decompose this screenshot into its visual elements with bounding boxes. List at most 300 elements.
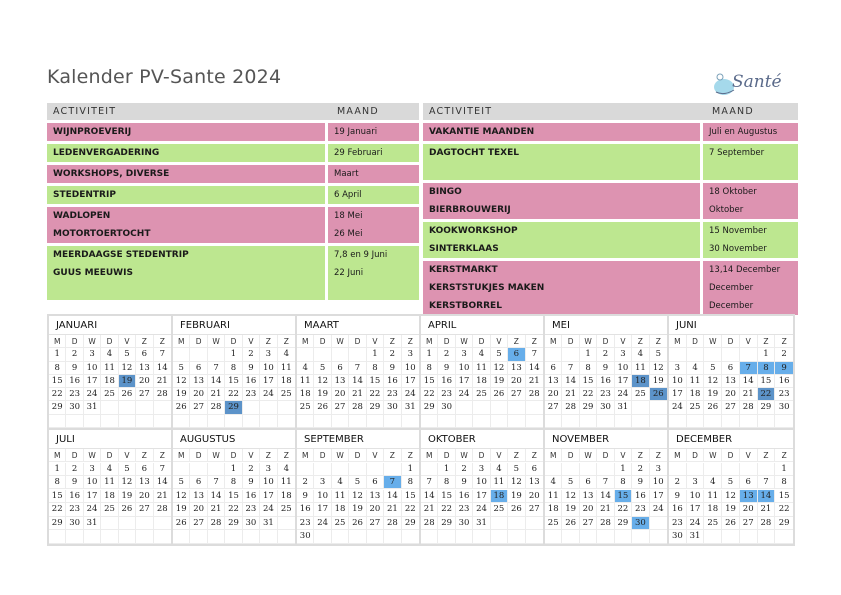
day-cell: 29 bbox=[438, 517, 455, 530]
activity-name: MOTORTOERTOCHT bbox=[53, 229, 151, 239]
day-cell: 8 bbox=[49, 476, 66, 489]
day-cell: 6 bbox=[526, 463, 543, 476]
day-cell: 27 bbox=[545, 401, 562, 414]
day-cell: 22 bbox=[421, 388, 438, 401]
empty-day-cell bbox=[402, 415, 419, 428]
day-cell: 31 bbox=[402, 401, 419, 414]
day-cell: 3 bbox=[473, 463, 490, 476]
empty-day-cell bbox=[722, 348, 740, 361]
month-september bbox=[297, 430, 421, 544]
day-cell: 19 bbox=[650, 375, 667, 388]
day-cell: 7 bbox=[562, 362, 579, 375]
day-cell: 24 bbox=[473, 503, 490, 516]
day-cell: 21 bbox=[758, 503, 776, 516]
day-cell: 16 bbox=[243, 375, 260, 388]
empty-day-cell bbox=[473, 530, 490, 543]
month-name: OKTOBER bbox=[421, 430, 543, 449]
weekday-label: D bbox=[101, 449, 118, 462]
highlighted-day-cell: 7 bbox=[384, 476, 401, 489]
day-cell: 5 bbox=[119, 348, 136, 361]
day-cell: 17 bbox=[650, 490, 667, 503]
empty-day-cell bbox=[243, 401, 260, 414]
day-cell: 5 bbox=[173, 362, 190, 375]
empty-day-cell bbox=[367, 463, 384, 476]
empty-day-cell bbox=[278, 530, 295, 543]
sante-logo bbox=[712, 70, 782, 98]
day-cell: 20 bbox=[722, 388, 740, 401]
day-cell: 26 bbox=[491, 388, 508, 401]
day-cell: 7 bbox=[349, 362, 366, 375]
empty-day-cell bbox=[438, 530, 455, 543]
empty-day-cell bbox=[545, 348, 562, 361]
day-cell: 22 bbox=[225, 388, 242, 401]
month-name: FEBRUARI bbox=[173, 316, 295, 335]
empty-day-cell bbox=[84, 530, 101, 543]
empty-day-cell bbox=[580, 415, 597, 428]
day-cell: 21 bbox=[349, 388, 366, 401]
highlighted-day-cell: 13 bbox=[740, 490, 758, 503]
day-cell: 3 bbox=[669, 362, 687, 375]
weekday-label: Z bbox=[260, 335, 277, 348]
activity-name: GUUS MEEUWIS bbox=[53, 268, 133, 278]
day-cell: 17 bbox=[669, 388, 687, 401]
empty-day-cell bbox=[119, 415, 136, 428]
day-cell: 15 bbox=[758, 375, 776, 388]
day-cell: 31 bbox=[687, 530, 705, 543]
activity-cell bbox=[423, 183, 700, 219]
date-cell bbox=[703, 261, 798, 315]
activity-name: STEDENTRIP bbox=[53, 190, 116, 200]
day-cell: 19 bbox=[722, 503, 740, 516]
weekday-label: D bbox=[225, 449, 242, 462]
day-cell: 11 bbox=[473, 362, 490, 375]
day-cell: 12 bbox=[349, 490, 366, 503]
empty-day-cell bbox=[332, 530, 349, 543]
day-cell: 12 bbox=[173, 375, 190, 388]
day-cell: 1 bbox=[402, 463, 419, 476]
empty-day-cell bbox=[545, 530, 562, 543]
day-cell: 2 bbox=[456, 463, 473, 476]
empty-day-cell bbox=[740, 415, 758, 428]
empty-day-cell bbox=[758, 463, 776, 476]
day-cell: 14 bbox=[208, 490, 225, 503]
day-cell: 17 bbox=[687, 503, 705, 516]
day-cell: 28 bbox=[208, 401, 225, 414]
day-cell: 5 bbox=[173, 476, 190, 489]
weekday-label: D bbox=[473, 335, 490, 348]
month-juni bbox=[669, 316, 793, 430]
day-cell: 21 bbox=[384, 503, 401, 516]
empty-day-cell bbox=[597, 415, 614, 428]
empty-day-cell bbox=[650, 530, 667, 543]
empty-day-cell bbox=[384, 415, 401, 428]
highlighted-day-cell: 18 bbox=[632, 375, 649, 388]
date-cell bbox=[328, 246, 419, 300]
weekday-label: V bbox=[615, 335, 632, 348]
day-cell: 22 bbox=[438, 503, 455, 516]
day-cell: 24 bbox=[260, 503, 277, 516]
day-cell: 18 bbox=[101, 375, 118, 388]
empty-day-cell bbox=[314, 348, 331, 361]
empty-day-cell bbox=[562, 463, 579, 476]
day-cell: 10 bbox=[314, 490, 331, 503]
day-cell: 24 bbox=[314, 517, 331, 530]
empty-day-cell bbox=[278, 415, 295, 428]
activity-date: 29 Februari bbox=[334, 148, 383, 158]
day-cell: 23 bbox=[297, 517, 314, 530]
empty-day-cell bbox=[438, 415, 455, 428]
day-cell: 13 bbox=[190, 375, 207, 388]
day-cell: 14 bbox=[349, 375, 366, 388]
day-cell: 24 bbox=[669, 401, 687, 414]
day-cell: 20 bbox=[190, 503, 207, 516]
day-cell: 11 bbox=[491, 476, 508, 489]
day-cell: 30 bbox=[66, 517, 83, 530]
weekday-label: V bbox=[367, 335, 384, 348]
empty-day-cell bbox=[650, 415, 667, 428]
activity-column-header: ACTIVITEIT bbox=[429, 106, 493, 117]
activity-name: KERSTBORREL bbox=[429, 301, 502, 311]
day-cell: 16 bbox=[297, 503, 314, 516]
day-cell: 28 bbox=[526, 388, 543, 401]
day-cell: 15 bbox=[402, 490, 419, 503]
day-cell: 28 bbox=[384, 517, 401, 530]
day-cell: 8 bbox=[225, 476, 242, 489]
day-cell: 27 bbox=[190, 517, 207, 530]
day-cell: 7 bbox=[526, 348, 543, 361]
month-grid bbox=[669, 449, 793, 544]
day-cell: 7 bbox=[154, 463, 171, 476]
weekday-label: Z bbox=[278, 335, 295, 348]
activity-row bbox=[47, 186, 419, 204]
activity-row bbox=[423, 123, 798, 141]
day-cell: 11 bbox=[278, 476, 295, 489]
day-cell: 4 bbox=[101, 463, 118, 476]
day-cell: 5 bbox=[508, 463, 525, 476]
day-cell: 17 bbox=[314, 503, 331, 516]
day-cell: 5 bbox=[119, 463, 136, 476]
activity-row bbox=[423, 183, 798, 219]
day-cell: 12 bbox=[562, 490, 579, 503]
weekday-label: D bbox=[562, 335, 579, 348]
day-cell: 8 bbox=[49, 362, 66, 375]
day-cell: 21 bbox=[526, 375, 543, 388]
weekday-label: W bbox=[704, 335, 722, 348]
day-cell: 12 bbox=[508, 476, 525, 489]
empty-day-cell bbox=[297, 415, 314, 428]
day-cell: 4 bbox=[687, 362, 705, 375]
date-cell bbox=[703, 222, 798, 258]
weekday-label: Z bbox=[650, 335, 667, 348]
day-cell: 26 bbox=[119, 388, 136, 401]
day-cell: 29 bbox=[402, 517, 419, 530]
day-cell: 29 bbox=[367, 401, 384, 414]
empty-day-cell bbox=[421, 530, 438, 543]
day-cell: 21 bbox=[597, 503, 614, 516]
day-cell: 3 bbox=[650, 463, 667, 476]
day-cell: 30 bbox=[438, 401, 455, 414]
day-cell: 30 bbox=[297, 530, 314, 543]
weekday-label: D bbox=[722, 335, 740, 348]
day-cell: 23 bbox=[632, 503, 649, 516]
day-cell: 14 bbox=[562, 375, 579, 388]
day-cell: 4 bbox=[297, 362, 314, 375]
empty-day-cell bbox=[545, 415, 562, 428]
activity-date bbox=[334, 282, 419, 300]
day-cell: 17 bbox=[84, 375, 101, 388]
day-cell: 6 bbox=[367, 476, 384, 489]
day-cell: 10 bbox=[260, 362, 277, 375]
day-cell: 20 bbox=[740, 503, 758, 516]
day-cell: 16 bbox=[775, 375, 793, 388]
day-cell: 8 bbox=[421, 362, 438, 375]
activity-date: 22 Juni bbox=[334, 268, 364, 278]
day-cell: 26 bbox=[508, 503, 525, 516]
highlighted-day-cell: 26 bbox=[650, 388, 667, 401]
day-cell: 22 bbox=[615, 503, 632, 516]
date-cell bbox=[703, 183, 798, 219]
empty-day-cell bbox=[190, 415, 207, 428]
highlighted-day-cell: 7 bbox=[740, 362, 758, 375]
weekday-label: Z bbox=[136, 449, 153, 462]
day-cell: 27 bbox=[136, 503, 153, 516]
day-cell: 6 bbox=[740, 476, 758, 489]
empty-day-cell bbox=[740, 530, 758, 543]
day-cell: 5 bbox=[562, 476, 579, 489]
weekday-label: Z bbox=[526, 335, 543, 348]
day-cell: 27 bbox=[190, 401, 207, 414]
weekday-label: V bbox=[740, 335, 758, 348]
weekday-label: D bbox=[314, 449, 331, 462]
page-title: Kalender PV-Sante 2024 bbox=[47, 66, 282, 88]
activities-table-right bbox=[423, 103, 798, 315]
weekday-label: V bbox=[119, 335, 136, 348]
day-cell: 21 bbox=[562, 388, 579, 401]
weekday-label: M bbox=[173, 335, 190, 348]
highlighted-day-cell: 6 bbox=[508, 348, 525, 361]
day-cell: 25 bbox=[278, 503, 295, 516]
day-cell: 28 bbox=[421, 517, 438, 530]
day-cell: 14 bbox=[421, 490, 438, 503]
weekday-label: D bbox=[597, 335, 614, 348]
activities-table-left bbox=[47, 103, 419, 300]
day-cell: 26 bbox=[314, 401, 331, 414]
weekday-label: M bbox=[421, 449, 438, 462]
day-cell: 15 bbox=[225, 375, 242, 388]
empty-day-cell bbox=[173, 348, 190, 361]
day-cell: 2 bbox=[243, 348, 260, 361]
day-cell: 30 bbox=[243, 517, 260, 530]
day-cell: 17 bbox=[402, 375, 419, 388]
empty-day-cell bbox=[84, 415, 101, 428]
day-cell: 11 bbox=[101, 476, 118, 489]
month-mei bbox=[545, 316, 669, 430]
activity-date: Juli en Augustus bbox=[709, 127, 778, 137]
month-februari bbox=[173, 316, 297, 430]
day-cell: 10 bbox=[456, 362, 473, 375]
activity-name bbox=[429, 162, 700, 180]
day-cell: 3 bbox=[84, 348, 101, 361]
date-cell bbox=[328, 186, 419, 204]
day-cell: 18 bbox=[545, 503, 562, 516]
day-cell: 16 bbox=[632, 490, 649, 503]
day-cell: 2 bbox=[669, 476, 687, 489]
weekday-label: Z bbox=[508, 335, 525, 348]
empty-day-cell bbox=[314, 415, 331, 428]
day-cell: 1 bbox=[49, 348, 66, 361]
weekday-label: M bbox=[297, 449, 314, 462]
table-header bbox=[423, 103, 798, 120]
weekday-label: Z bbox=[384, 335, 401, 348]
day-cell: 24 bbox=[615, 388, 632, 401]
day-cell: 17 bbox=[473, 490, 490, 503]
day-cell: 9 bbox=[66, 476, 83, 489]
day-cell: 27 bbox=[136, 388, 153, 401]
day-cell: 20 bbox=[580, 503, 597, 516]
day-cell: 6 bbox=[332, 362, 349, 375]
day-cell: 11 bbox=[632, 362, 649, 375]
day-cell: 16 bbox=[66, 490, 83, 503]
day-cell: 26 bbox=[173, 401, 190, 414]
day-cell: 9 bbox=[66, 362, 83, 375]
weekday-label: Z bbox=[508, 449, 525, 462]
activity-column-header: ACTIVITEIT bbox=[53, 106, 117, 117]
day-cell: 5 bbox=[314, 362, 331, 375]
empty-day-cell bbox=[456, 401, 473, 414]
day-cell: 27 bbox=[740, 517, 758, 530]
highlighted-day-cell: 19 bbox=[119, 375, 136, 388]
month-name: DECEMBER bbox=[669, 430, 793, 449]
month-name: AUGUSTUS bbox=[173, 430, 295, 449]
day-cell: 1 bbox=[438, 463, 455, 476]
activity-cell bbox=[423, 144, 700, 180]
day-cell: 30 bbox=[775, 401, 793, 414]
weekday-label: M bbox=[669, 335, 687, 348]
empty-day-cell bbox=[66, 415, 83, 428]
day-cell: 13 bbox=[722, 375, 740, 388]
day-cell: 26 bbox=[704, 401, 722, 414]
activity-name: KERSTSTUKJES MAKEN bbox=[429, 283, 545, 293]
day-cell: 24 bbox=[456, 388, 473, 401]
activity-name: BINGO bbox=[429, 187, 462, 197]
highlighted-day-cell: 29 bbox=[225, 401, 242, 414]
day-cell: 16 bbox=[384, 375, 401, 388]
empty-day-cell bbox=[758, 415, 776, 428]
empty-day-cell bbox=[421, 415, 438, 428]
day-cell: 2 bbox=[775, 348, 793, 361]
date-cell bbox=[328, 207, 419, 243]
month-name: JANUARI bbox=[49, 316, 171, 335]
day-cell: 13 bbox=[580, 490, 597, 503]
logo-text: Santé bbox=[732, 72, 782, 92]
empty-day-cell bbox=[722, 463, 740, 476]
day-cell: 8 bbox=[225, 362, 242, 375]
day-cell: 20 bbox=[367, 503, 384, 516]
day-cell: 4 bbox=[632, 348, 649, 361]
day-cell: 23 bbox=[775, 388, 793, 401]
day-cell: 23 bbox=[597, 388, 614, 401]
weekday-label: Z bbox=[632, 335, 649, 348]
day-cell: 6 bbox=[136, 348, 153, 361]
empty-day-cell bbox=[260, 401, 277, 414]
day-cell: 7 bbox=[758, 476, 776, 489]
empty-day-cell bbox=[173, 415, 190, 428]
activity-date: 30 November bbox=[709, 244, 767, 254]
table-header bbox=[47, 103, 419, 120]
empty-day-cell bbox=[101, 415, 118, 428]
day-cell: 13 bbox=[526, 476, 543, 489]
day-cell: 18 bbox=[278, 490, 295, 503]
month-juli bbox=[49, 430, 173, 544]
weekday-label: D bbox=[438, 449, 455, 462]
weekday-label: Z bbox=[260, 449, 277, 462]
day-cell: 15 bbox=[49, 375, 66, 388]
empty-day-cell bbox=[491, 517, 508, 530]
day-cell: 1 bbox=[225, 348, 242, 361]
day-cell: 27 bbox=[580, 517, 597, 530]
day-cell: 25 bbox=[704, 517, 722, 530]
day-cell: 15 bbox=[580, 375, 597, 388]
day-cell: 9 bbox=[632, 476, 649, 489]
weekday-label: M bbox=[49, 449, 66, 462]
weekday-label: W bbox=[456, 335, 473, 348]
weekday-label: W bbox=[332, 449, 349, 462]
day-cell: 8 bbox=[775, 476, 793, 489]
empty-day-cell bbox=[687, 463, 705, 476]
empty-day-cell bbox=[775, 415, 793, 428]
month-grid bbox=[173, 335, 295, 428]
day-cell: 14 bbox=[208, 375, 225, 388]
weekday-label: M bbox=[669, 449, 687, 462]
day-cell: 19 bbox=[314, 388, 331, 401]
month-grid bbox=[297, 335, 419, 428]
day-cell: 22 bbox=[49, 503, 66, 516]
day-cell: 15 bbox=[421, 375, 438, 388]
day-cell: 7 bbox=[154, 348, 171, 361]
empty-day-cell bbox=[136, 401, 153, 414]
empty-day-cell bbox=[190, 463, 207, 476]
weekday-label: W bbox=[456, 449, 473, 462]
empty-day-cell bbox=[650, 401, 667, 414]
day-cell: 18 bbox=[101, 490, 118, 503]
highlighted-day-cell: 30 bbox=[632, 517, 649, 530]
day-cell: 11 bbox=[545, 490, 562, 503]
empty-day-cell bbox=[669, 463, 687, 476]
empty-day-cell bbox=[473, 401, 490, 414]
empty-day-cell bbox=[154, 530, 171, 543]
day-cell: 5 bbox=[491, 348, 508, 361]
day-cell: 11 bbox=[704, 490, 722, 503]
activity-date: 13,14 December bbox=[709, 265, 781, 275]
empty-day-cell bbox=[526, 530, 543, 543]
day-cell: 2 bbox=[243, 463, 260, 476]
weekday-label: Z bbox=[758, 449, 776, 462]
day-cell: 29 bbox=[758, 401, 776, 414]
day-cell: 27 bbox=[722, 401, 740, 414]
empty-day-cell bbox=[421, 463, 438, 476]
month-grid bbox=[297, 449, 419, 544]
day-cell: 20 bbox=[545, 388, 562, 401]
day-cell: 16 bbox=[66, 375, 83, 388]
day-cell: 11 bbox=[332, 490, 349, 503]
day-cell: 10 bbox=[260, 476, 277, 489]
activity-date: Oktober bbox=[709, 205, 744, 215]
empty-day-cell bbox=[154, 517, 171, 530]
empty-day-cell bbox=[154, 401, 171, 414]
weekday-label: V bbox=[367, 449, 384, 462]
weekday-label: D bbox=[562, 449, 579, 462]
weekday-label: W bbox=[84, 335, 101, 348]
